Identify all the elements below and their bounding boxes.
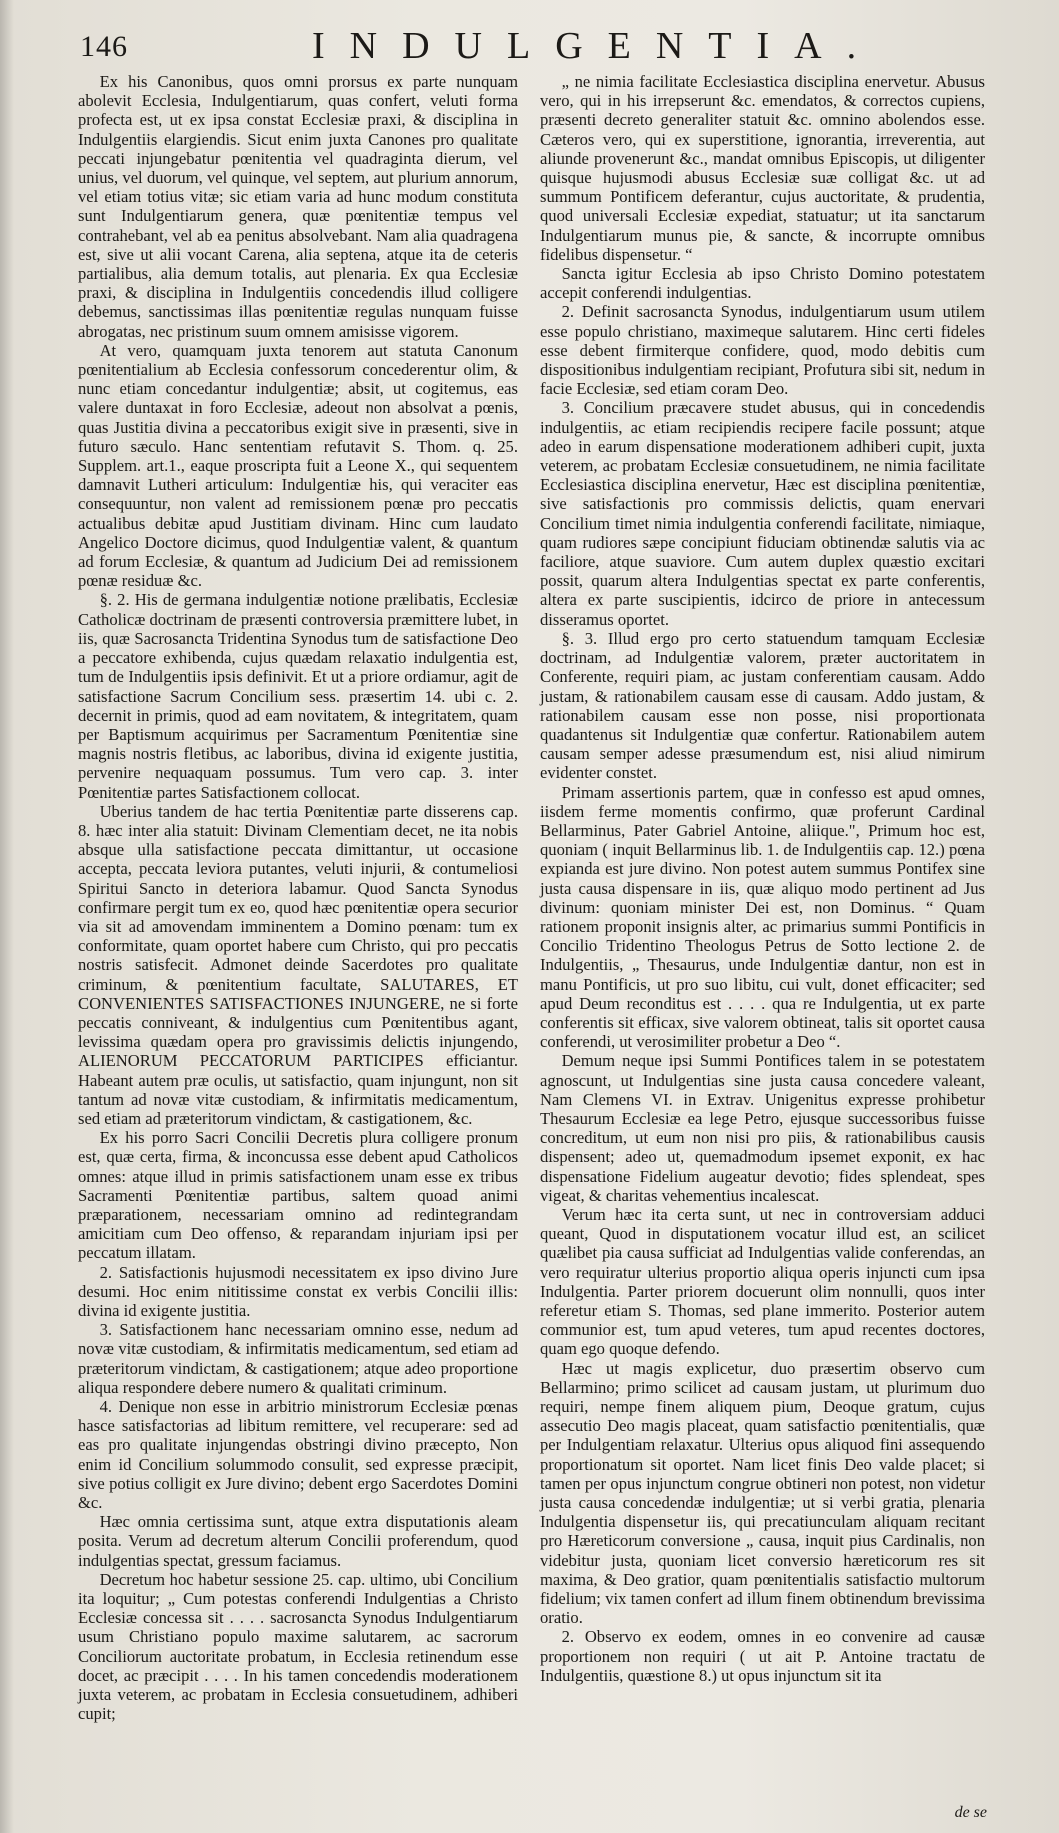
left-column-paragraph: Decretum hoc habetur sessione 25. cap. ultimo, ubi Concilium ita loquitur; „ Cum potestas conferendi Indulgentias a Christo Ecclesiæ concessa sit . . . . sacrosancta Synodus Indulgentiarum usum Christiano populo maxime salutarem, ac sacrorum Conciliorum auctoritate probatum, in Ecclesia retinendum esse docet, ac præcipit . . . . In his tamen concedendis moderationem juxta veterem, ac probatam in Ecclesia consuetudinem, adhiberi cupit; bbox=[78, 1569, 518, 1724]
right-column-paragraph: Sancta igitur Ecclesia ab ipso Christo Domino potestatem accepit conferendi indulgentias. bbox=[540, 264, 985, 303]
page-number: 146 bbox=[80, 30, 128, 63]
left-column-paragraph: 2. Satisfactionis hujusmodi necessitatem ex ipso divino Jure desumi. Hoc enim nititissime constat ex verbis Concilii illis: divina id exigente justitia. bbox=[78, 1262, 518, 1320]
right-column-paragraph: Primam assertionis partem, quæ in confesso est apud omnes, iisdem ferme momentis confirmo, quæ proferunt Cardinal Bellarminus, Pater Gabriel Antoine, aliique.", Primum hoc est, quoniam ( inquit Bellarminus lib. 1. de Indulgentiis cap. 12.) pœna expianda est jure divino. Non potest autem summus Pontifex sine justa causa dispensare in iis, quæ aliquo modo pertinent ad Jus divinum: quoniam minister Dei est, non Dominus. “ Quam rationem proponit insignis alter, ac primarius summi Pontificis in Concilio Tridentino Theologus Petrus de Sotto lectione 2. de Indulgentiis, „ Thesaurus, unde Indulgentiæ dantur, non est in manu Pontificis, ut pro suo libitu, cui vult, donet efficaciter; sed apud Deum reconditus est . . . . qua re Indulgentia, ut ex parte conferentis sit efficax, sive valorem obtineat, talis sit oportet causa conferendi, ut verosimiliter probetur a Deo “. bbox=[540, 782, 985, 1052]
left-column-paragraph: Ex his Canonibus, quos omni prorsus ex parte nunquam abolevit Ecclesia, Indulgentiarum, quas confert, veluti forma profecta est, ut ex ipsa constat Ecclesiæ praxi, & disciplina in Indulgentiis elargiendis. Sicut enim juxta Canones pro qualitate peccati injungebatur pœnitentia vel quadraginta dierum, vel unius, vel duorum, vel quinque, vel septem, aut plurium annorum, vel etiam totius vitæ; sic etiam varia ad hunc modum constituta sunt Indulgentiarum genera, quæ pœnitentiæ tempus vel contrahebant, vel ab ea penitus absolvebant. Nam alia quadragena est, sive ut alii vocant Carena, alia septena, atque ita de ceteris partialibus, alia demum totalis, aut plenaria. Ex qua Ecclesiæ praxi, & disciplina in Indulgentiis concedendis illud colligere debemus, sanctissimas illas pœnitentiæ regulas nunquam fuisse abrogatas, nec pristinum suum omnem amisisse vigorem. bbox=[78, 72, 518, 341]
left-column-paragraph: Hæc omnia certissima sunt, atque extra disputationis aleam posita. Verum ad decretum alterum Concilii proferendum, quod indulgentias spectat, gressum faciamus. bbox=[78, 1512, 518, 1570]
right-column-paragraph: Verum hæc ita certa sunt, ut nec in controversiam adduci queant, Quod in disputationem vocatur illud est, an scilicet quælibet pia causa sufficiat ad Indulgentias valide conferendas, an vero requiratur ulterius proportio aliqua operis injuncti cum ipsa Indulgentia. Parter priorem docuerunt olim nonnulli, quos inter referetur etiam S. Thomas, sed plane immerito. Posterior autem communior est, tum apud veteres, tum apud recentes doctores, quam ego quoque defendo. bbox=[540, 1204, 985, 1359]
right-column-paragraph: 2. Observo ex eodem, omnes in eo convenire ad causæ proportionem non requiri ( ut ait P. Antoine tractatu de Indulgentiis, quæstione 8.) ut opus injunctum sit ita bbox=[540, 1627, 985, 1685]
catchword: de se bbox=[954, 1804, 987, 1821]
gutter-shadow bbox=[0, 0, 14, 1833]
right-column-paragraph: „ ne nimia facilitate Ecclesiastica disciplina enervetur. Abusus vero, qui in his irrepserunt &c. emendatos, & correctos cupiens, præsenti decreto generaliter statuit &c. omnino abolendos esse. Cæteros vero, qui ex superstitione, ignorantia, irreverentia, aut aliunde provenerunt &c., mandat omnibus Episcopis, ut diligenter quisque hujusmodi abusus Ecclesiæ suæ colligat &c. ut ad summum Pontificem deferantur, cujus auctoritate, & prudentia, quod universali Ecclesiæ expediat, statuatur; ut ita sanctarum Indulgentiarum munus pie, & sancte, & incorrupte omnibus fidelibus dispensetur. “ bbox=[540, 72, 985, 264]
left-column-paragraph: 3. Satisfactionem hanc necessariam omnino esse, nedum ad novæ vitæ custodiam, & infirmitatis medicamentum, sed etiam ad præteritorum vindictam, & castigationem; atque adeo proportione aliqua respondere debere numero & qualitati criminum. bbox=[78, 1320, 518, 1397]
left-column-paragraph: At vero, quamquam juxta tenorem aut statuta Canonum pœnitentialium ab Ecclesia confessorum concederentur olim, & nunc etiam concedantur indulgentiæ; absit, ut cogitemus, eas valere duntaxat in foro Ecclesiæ, adeout non absolvat a pœnis, quas Justitia divina a peccatoribus exigit sive in præsenti, sive in futuro sæculo. Hanc sententiam refutavit S. Thom. q. 25. Supplem. art.1., eaque proscripta fuit a Leone X., qui sequentem damnavit Lutheri articulum: Indulgentiæ his, qui veraciter eas consequuntur, non valent ad remissionem pœnæ pro peccatis actualibus debitæ apud Justitiam divinam. Hinc cum laudato Angelico Doctore dicimus, quod Indulgentiæ valent, & quantum ad forum Ecclesiæ, & quantum ad Judicium Dei ad remissionem pœnæ residuæ &c. bbox=[78, 340, 518, 591]
left-column-paragraph: 4. Denique non esse in arbitrio ministrorum Ecclesiæ pœnas hasce satisfactorias ad libitum remittere, vel recuperare: sed ad eas pro qualitate injungendas obstringi divino præcepto, Non enim id Concilium solummodo consulit, sed expresse præcipit, sive potius colligit ex Jure divino; debent ergo Sacerdotes Domini &c. bbox=[78, 1397, 518, 1513]
right-column-paragraph: Hæc ut magis explicetur, duo præsertim observo cum Bellarmino; primo scilicet ad causam justam, ut plurimum duo requiri, nempe finem aliquem pium, Deoque gratum, cujus assecutio Deo magis placeat, quam satisfactio pœnitentialis, quæ per Indulgentiam relaxatur. Ulterius opus aliquod fini assequendo proportionatum sit oportet. Nam licet finis Deo valde placet; si tamen per opus injunctum congrue obtineri non potest, non videtur justa causa concedendæ indulgentiæ; ut si verbi gratia, plenaria Indulgentia dispensetur iis, qui precatiunculam aliquam recitant pro Hæreticorum conversione „ causa, inquit pius Cardinalis, non videbitur justa, quoniam licet conversio hæreticorum res sit maxima, & Deo gratior, quam pœnitentialis satisfactio multorum fidelium; vix tamen confert ad illum finem obtinendum brevissima oratio. bbox=[540, 1358, 985, 1628]
right-column-paragraph: Demum neque ipsi Summi Pontifices talem in se potestatem agnoscunt, ut Indulgentias sine justa causa concedere valeant, Nam Clemens VI. in Extrav. Unigenitus expresse prohibetur Thesaurum Ecclesiæ ea lege Petro, ejusque successoribus fuisse concreditum, ut eum non nisi pro piis, & rationabilibus causis dispensent; adeo ut, quemadmodum ipsemet exponit, ex hac dispensatione Fidelium augeatur devotio; fides splendeat, spes vigeat, & charitas vehementius incalescat. bbox=[540, 1051, 985, 1205]
page-title: INDULGENTIA. bbox=[312, 25, 882, 67]
left-column bbox=[78, 72, 518, 1723]
right-column-paragraph: 2. Definit sacrosancta Synodus, indulgentiarum usum utilem esse populo christiano, maximeque salutarem. Hinc certi fideles esse debent firmiterque confidere, quod, modo debitis cum dispositionibus indulgentiam recipiant, Profutura sibi sit, nedum in facie Ecclesiæ, sed etiam coram Deo. bbox=[540, 302, 985, 399]
left-column-paragraph: Uberius tandem de hac tertia Pœnitentiæ parte disserens cap. 8. hæc inter alia statuit: Divinam Clementiam decet, ne ita nobis absque ulla satisfactione peccata dimittantur, ut occasione accepta, peccata leviora putantes, veluti injurii, & contumeliosi Spiritui Sancto in deteriora labamur. Quod Sancta Synodus confirmare pergit tum ex eo, quod hæc pœnitentiæ opera securior via sit ad amovendam imminentem a Domino pœnam: tum ex conformitate, quam oportet habere cum Christo, qui pro peccatis nostris satisfecit. Admonet deinde Sacerdotes pro qualitate criminum, & pœnitentium facultate, SALUTARES, ET CONVENIENTES SATISFACTIONES INJUNGERE, ne si forte peccatis conniveant, & indulgentius cum Pœnitentibus agant, levissima quædam opera pro gravissimis delictis injungendo, ALIENORUM PECCATORUM PARTICIPES efficiantur. Habeant autem præ oculis, ut satisfactio, quam injungunt, non sit tantum ad novæ vitæ custodiam, & infirmitatis medicamentum, sed etiam ad præteritorum vindictam, & castigationem, &c. bbox=[78, 801, 518, 1128]
right-column bbox=[540, 72, 985, 1685]
left-column-paragraph: Ex his porro Sacri Concilii Decretis plura colligere pronum est, quæ certa, firma, & inconcussa esse debent apud Catholicos omnes: atque illud in primis satisfactionem unam esse ex tribus Sacramenti Pœnitentiæ partibus, saltem quoad animi præparationem, necessariam omnino ad redintegrandam amicitiam cum Deo offenso, & reparandam injuriam ipsi per peccatum illatam. bbox=[78, 1128, 518, 1263]
right-column-paragraph: 3. Concilium præcavere studet abusus, qui in concedendis indulgentiis, ac etiam recipiendis recipere facile possunt; atque adeo in earum dispensatione moderationem adhiberi cupit, juxta veterem, ac probatam Ecclesiæ consuetudinem, ne nimia facilitate Ecclesiastica disciplina enervetur, Hæc est disciplina pœnitentiæ, sive satisfactionis pro commissis delictis, quam enervari Concilium timet nimia indulgentia conferendi facilitate, nimiaque, quam rudiores sæpe concipiunt fiduciam obtinendæ salutis via ac faciliore, atque suaviore. Cum autem duplex quæstio excitari possit, quarum altera Indulgentias spectat ex parte conferentis, altera ex parte suscipientis, idcirco de priore in antecessum disseramus oportet. bbox=[540, 398, 985, 629]
left-column-paragraph: §. 2. His de germana indulgentiæ notione prælibatis, Ecclesiæ Catholicæ doctrinam de præsenti controversia præmittere lubet, in iis, quæ Sacrosancta Tridentina Synodus tum de satisfactione Deo a peccatore exhibenda, cujus quædam relaxatio indulgentia est, tum de Indulgentiis ipsis definivit. Et ut a priore ordiamur, agit de satisfactione Sacrum Concilium sess. præsertim 14. ubi c. 2. decernit in primis, quod ad eam novitatem, & integritatem, quam per Baptismum acquirimus per Sacramentum Pœnitentiæ sine magnis nostris fletibus, ac laboribus, divina id exigente justitia, pervenire nequaquam possumus. Tum vero cap. 3. inter Pœnitentiæ partes Satisfactionem collocat. bbox=[78, 590, 518, 802]
right-column-paragraph: §. 3. Illud ergo pro certo statuendum tamquam Ecclesiæ doctrinam, ad Indulgentiæ valorem, præter auctoritatem in Conferente, requiri piam, ac justam conferentiam causam. Addo justam, & rationabilem causam esse di causam. Addo justam, & rationabilem causam esse non posse, nisi proportionata quadantenus sit Indulgentiæ quæ confertur. Rationabilem autem causam semper adesse præsumendum est, nisi aliud nimirum evidenter constet. bbox=[540, 628, 985, 783]
